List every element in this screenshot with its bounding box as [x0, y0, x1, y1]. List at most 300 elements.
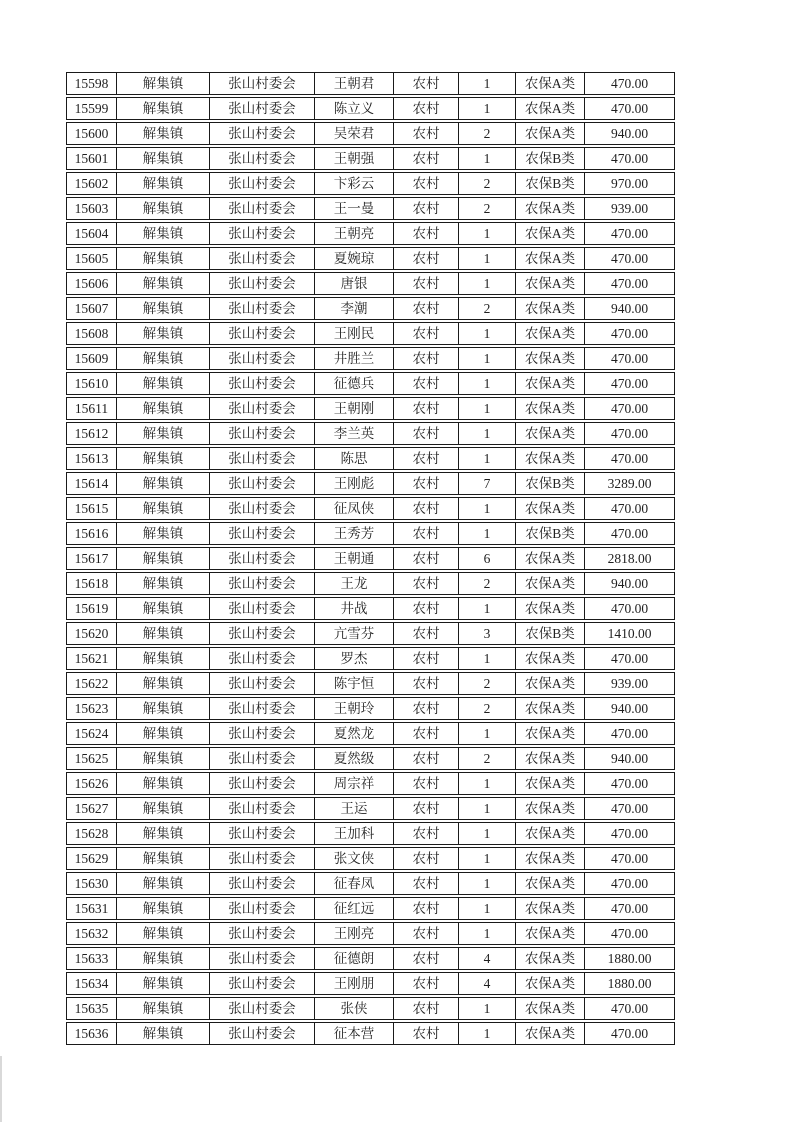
cell-village-committee: 张山村委会	[210, 898, 315, 919]
table-row	[66, 272, 675, 295]
cell-residence-type: 农村	[394, 98, 459, 119]
cell-residence-type: 农村	[394, 623, 459, 644]
cell-town: 解集镇	[117, 973, 210, 994]
cell-village-committee: 张山村委会	[210, 423, 315, 444]
cell-village-committee: 张山村委会	[210, 798, 315, 819]
cell-residence-type: 农村	[394, 723, 459, 744]
cell-insurance-category: 农保B类	[516, 523, 585, 544]
cell-town: 解集镇	[117, 273, 210, 294]
cell-serial-number: 15618	[67, 573, 117, 594]
cell-town: 解集镇	[117, 373, 210, 394]
cell-amount: 940.00	[610, 701, 649, 716]
cell-serial-number: 15613	[67, 448, 117, 469]
cell-residence-type: 农村	[394, 798, 459, 819]
table-row	[66, 122, 675, 145]
cell-person-count: 1	[459, 423, 516, 444]
cell-person-name: 王朝玲	[315, 698, 394, 719]
cell-person-count: 1	[459, 873, 516, 894]
cell-person-count: 2	[459, 123, 516, 144]
cell-residence-type: 农村	[394, 748, 459, 769]
cell-person-count: 1	[459, 373, 516, 394]
cell-residence-type: 农村	[394, 398, 459, 419]
cell-residence-type: 农村	[394, 948, 459, 969]
cell-residence-type: 农村	[394, 348, 459, 369]
cell-person-count: 2	[459, 298, 516, 319]
cell-serial-number: 15636	[67, 1023, 117, 1044]
cell-amount: 470.00	[610, 451, 649, 466]
cell-insurance-category: 农保A类	[516, 923, 585, 944]
cell-serial-number: 15623	[67, 698, 117, 719]
cell-serial-number: 15606	[67, 273, 117, 294]
cell-insurance-category: 农保A类	[516, 423, 585, 444]
cell-person-name: 亢雪芬	[315, 623, 394, 644]
cell-person-name: 吴荣君	[315, 123, 394, 144]
cell-town: 解集镇	[117, 248, 210, 269]
table-row	[66, 1022, 675, 1045]
cell-amount: 470.00	[610, 326, 649, 341]
cell-village-committee: 张山村委会	[210, 498, 315, 519]
records-table	[66, 72, 675, 1047]
cell-town: 解集镇	[117, 673, 210, 694]
cell-person-name: 王运	[315, 798, 394, 819]
cell-amount: 470.00	[610, 226, 649, 241]
cell-amount: 470.00	[610, 801, 649, 816]
cell-amount: 1410.00	[607, 626, 652, 641]
cell-person-count: 2	[459, 698, 516, 719]
cell-person-name: 张文侠	[315, 848, 394, 869]
cell-residence-type: 农村	[394, 873, 459, 894]
cell-town: 解集镇	[117, 423, 210, 444]
cell-residence-type: 农村	[394, 248, 459, 269]
cell-amount: 470.00	[610, 426, 649, 441]
cell-village-committee: 张山村委会	[210, 648, 315, 669]
cell-person-name: 征春凤	[315, 873, 394, 894]
cell-residence-type: 农村	[394, 823, 459, 844]
cell-residence-type: 农村	[394, 373, 459, 394]
cell-insurance-category: 农保A类	[516, 598, 585, 619]
cell-person-name: 王朝通	[315, 548, 394, 569]
cell-insurance-category: 农保A类	[516, 223, 585, 244]
cell-town: 解集镇	[117, 573, 210, 594]
cell-insurance-category: 农保B类	[516, 148, 585, 169]
cell-serial-number: 15610	[67, 373, 117, 394]
cell-insurance-category: 农保A类	[516, 698, 585, 719]
cell-village-committee: 张山村委会	[210, 223, 315, 244]
cell-village-committee: 张山村委会	[210, 1023, 315, 1044]
cell-town: 解集镇	[117, 648, 210, 669]
cell-amount: 939.00	[610, 201, 649, 216]
cell-town: 解集镇	[117, 898, 210, 919]
table-row	[66, 947, 675, 970]
cell-person-count: 1	[459, 498, 516, 519]
cell-village-committee: 张山村委会	[210, 623, 315, 644]
cell-amount: 970.00	[610, 176, 649, 191]
cell-amount: 470.00	[610, 1001, 649, 1016]
cell-serial-number: 15612	[67, 423, 117, 444]
cell-village-committee: 张山村委会	[210, 998, 315, 1019]
cell-town: 解集镇	[117, 523, 210, 544]
table-row	[66, 247, 675, 270]
cell-town: 解集镇	[117, 548, 210, 569]
cell-village-committee: 张山村委会	[210, 348, 315, 369]
cell-village-committee: 张山村委会	[210, 723, 315, 744]
cell-person-name: 王刚朋	[315, 973, 394, 994]
cell-insurance-category: 农保A类	[516, 673, 585, 694]
cell-person-count: 1	[459, 773, 516, 794]
cell-person-name: 井战	[315, 598, 394, 619]
cell-amount: 470.00	[610, 901, 649, 916]
cell-insurance-category: 农保A类	[516, 998, 585, 1019]
cell-person-count: 1	[459, 348, 516, 369]
table-row	[66, 497, 675, 520]
cell-village-committee: 张山村委会	[210, 923, 315, 944]
cell-amount: 940.00	[610, 751, 649, 766]
cell-serial-number: 15602	[67, 173, 117, 194]
cell-person-name: 陈思	[315, 448, 394, 469]
table-row	[66, 897, 675, 920]
cell-person-count: 2	[459, 198, 516, 219]
cell-residence-type: 农村	[394, 648, 459, 669]
cell-person-count: 1	[459, 798, 516, 819]
cell-town: 解集镇	[117, 323, 210, 344]
cell-village-committee: 张山村委会	[210, 273, 315, 294]
cell-town: 解集镇	[117, 623, 210, 644]
cell-person-count: 1	[459, 273, 516, 294]
cell-amount: 470.00	[610, 401, 649, 416]
cell-serial-number: 15625	[67, 748, 117, 769]
cell-village-committee: 张山村委会	[210, 748, 315, 769]
cell-person-count: 2	[459, 573, 516, 594]
cell-residence-type: 农村	[394, 923, 459, 944]
cell-insurance-category: 农保A类	[516, 798, 585, 819]
cell-person-count: 2	[459, 173, 516, 194]
cell-person-count: 1	[459, 998, 516, 1019]
cell-insurance-category: 农保A类	[516, 573, 585, 594]
cell-serial-number: 15600	[67, 123, 117, 144]
cell-residence-type: 农村	[394, 998, 459, 1019]
cell-serial-number: 15634	[67, 973, 117, 994]
table-row	[66, 522, 675, 545]
cell-insurance-category: 农保A类	[516, 98, 585, 119]
table-row	[66, 97, 675, 120]
cell-amount: 470.00	[610, 376, 649, 391]
cell-serial-number: 15622	[67, 673, 117, 694]
cell-residence-type: 农村	[394, 973, 459, 994]
cell-person-name: 王朝强	[315, 148, 394, 169]
cell-amount: 470.00	[610, 251, 649, 266]
cell-town: 解集镇	[117, 873, 210, 894]
cell-person-count: 7	[459, 473, 516, 494]
cell-person-name: 王龙	[315, 573, 394, 594]
cell-insurance-category: 农保A类	[516, 323, 585, 344]
cell-amount: 470.00	[610, 876, 649, 891]
cell-person-name: 唐银	[315, 273, 394, 294]
cell-amount: 470.00	[610, 826, 649, 841]
table-row	[66, 147, 675, 170]
cell-person-name: 井胜兰	[315, 348, 394, 369]
cell-amount: 470.00	[610, 726, 649, 741]
cell-person-name: 征凤侠	[315, 498, 394, 519]
cell-insurance-category: 农保B类	[516, 173, 585, 194]
cell-insurance-category: 农保A类	[516, 498, 585, 519]
table-row	[66, 72, 675, 95]
cell-town: 解集镇	[117, 923, 210, 944]
cell-person-name: 征德兵	[315, 373, 394, 394]
cell-village-committee: 张山村委会	[210, 823, 315, 844]
cell-insurance-category: 农保A类	[516, 548, 585, 569]
cell-village-committee: 张山村委会	[210, 123, 315, 144]
cell-residence-type: 农村	[394, 498, 459, 519]
cell-residence-type: 农村	[394, 448, 459, 469]
cell-insurance-category: 农保A类	[516, 248, 585, 269]
cell-person-count: 2	[459, 673, 516, 694]
cell-residence-type: 农村	[394, 698, 459, 719]
cell-village-committee: 张山村委会	[210, 323, 315, 344]
cell-serial-number: 15607	[67, 298, 117, 319]
cell-insurance-category: 农保B类	[516, 623, 585, 644]
cell-amount: 470.00	[610, 101, 649, 116]
cell-serial-number: 15627	[67, 798, 117, 819]
cell-residence-type: 农村	[394, 323, 459, 344]
cell-town: 解集镇	[117, 398, 210, 419]
cell-person-name: 王刚彪	[315, 473, 394, 494]
cell-residence-type: 农村	[394, 73, 459, 94]
table-row	[66, 747, 675, 770]
cell-village-committee: 张山村委会	[210, 548, 315, 569]
cell-village-committee: 张山村委会	[210, 298, 315, 319]
cell-insurance-category: 农保A类	[516, 723, 585, 744]
cell-person-count: 1	[459, 848, 516, 869]
cell-serial-number: 15601	[67, 148, 117, 169]
cell-residence-type: 农村	[394, 573, 459, 594]
cell-residence-type: 农村	[394, 898, 459, 919]
cell-serial-number: 15628	[67, 823, 117, 844]
cell-serial-number: 15599	[67, 98, 117, 119]
cell-amount: 470.00	[610, 501, 649, 516]
cell-person-count: 1	[459, 1023, 516, 1044]
cell-person-name: 王刚亮	[315, 923, 394, 944]
cell-person-name: 征本营	[315, 1023, 394, 1044]
table-row	[66, 722, 675, 745]
table-row	[66, 347, 675, 370]
cell-town: 解集镇	[117, 348, 210, 369]
cell-residence-type: 农村	[394, 548, 459, 569]
cell-village-committee: 张山村委会	[210, 248, 315, 269]
cell-amount: 470.00	[610, 851, 649, 866]
cell-residence-type: 农村	[394, 848, 459, 869]
cell-person-name: 李潮	[315, 298, 394, 319]
table-row	[66, 422, 675, 445]
cell-person-name: 夏然级	[315, 748, 394, 769]
cell-town: 解集镇	[117, 448, 210, 469]
table-row	[66, 822, 675, 845]
cell-insurance-category: 农保A类	[516, 373, 585, 394]
cell-amount: 940.00	[610, 576, 649, 591]
cell-insurance-category: 农保A类	[516, 1023, 585, 1044]
cell-serial-number: 15633	[67, 948, 117, 969]
cell-insurance-category: 农保A类	[516, 73, 585, 94]
cell-residence-type: 农村	[394, 773, 459, 794]
table-row	[66, 872, 675, 895]
cell-serial-number: 15632	[67, 923, 117, 944]
cell-insurance-category: 农保A类	[516, 198, 585, 219]
cell-person-name: 张侠	[315, 998, 394, 1019]
cell-person-name: 夏婉琼	[315, 248, 394, 269]
cell-serial-number: 15624	[67, 723, 117, 744]
cell-serial-number: 15631	[67, 898, 117, 919]
table-row	[66, 222, 675, 245]
cell-insurance-category: 农保A类	[516, 398, 585, 419]
cell-amount: 940.00	[610, 126, 649, 141]
cell-amount: 470.00	[610, 526, 649, 541]
cell-serial-number: 15620	[67, 623, 117, 644]
cell-person-name: 王朝君	[315, 73, 394, 94]
cell-insurance-category: 农保A类	[516, 773, 585, 794]
cell-residence-type: 农村	[394, 198, 459, 219]
cell-town: 解集镇	[117, 798, 210, 819]
cell-serial-number: 15626	[67, 773, 117, 794]
cell-amount: 470.00	[610, 151, 649, 166]
cell-serial-number: 15604	[67, 223, 117, 244]
table-row	[66, 647, 675, 670]
cell-person-count: 1	[459, 598, 516, 619]
cell-village-committee: 张山村委会	[210, 148, 315, 169]
table-row	[66, 472, 675, 495]
cell-village-committee: 张山村委会	[210, 673, 315, 694]
cell-village-committee: 张山村委会	[210, 523, 315, 544]
cell-person-count: 1	[459, 523, 516, 544]
cell-amount: 1880.00	[607, 951, 652, 966]
cell-serial-number: 15619	[67, 598, 117, 619]
cell-person-count: 1	[459, 323, 516, 344]
cell-town: 解集镇	[117, 998, 210, 1019]
cell-person-name: 王一曼	[315, 198, 394, 219]
cell-person-count: 1	[459, 248, 516, 269]
cell-person-name: 陈立义	[315, 98, 394, 119]
table-row	[66, 322, 675, 345]
table-row	[66, 297, 675, 320]
cell-town: 解集镇	[117, 1023, 210, 1044]
cell-village-committee: 张山村委会	[210, 198, 315, 219]
cell-town: 解集镇	[117, 98, 210, 119]
cell-person-name: 陈宇恒	[315, 673, 394, 694]
cell-town: 解集镇	[117, 848, 210, 869]
table-row	[66, 397, 675, 420]
cell-person-count: 1	[459, 223, 516, 244]
cell-amount: 470.00	[610, 926, 649, 941]
table-row	[66, 672, 675, 695]
cell-town: 解集镇	[117, 598, 210, 619]
cell-amount: 470.00	[610, 76, 649, 91]
cell-village-committee: 张山村委会	[210, 698, 315, 719]
cell-village-committee: 张山村委会	[210, 173, 315, 194]
cell-village-committee: 张山村委会	[210, 473, 315, 494]
cell-person-name: 王朝亮	[315, 223, 394, 244]
cell-town: 解集镇	[117, 473, 210, 494]
cell-residence-type: 农村	[394, 223, 459, 244]
cell-serial-number: 15630	[67, 873, 117, 894]
table-row	[66, 197, 675, 220]
cell-residence-type: 农村	[394, 673, 459, 694]
table-row	[66, 972, 675, 995]
table-row	[66, 547, 675, 570]
cell-serial-number: 15635	[67, 998, 117, 1019]
cell-insurance-category: 农保A类	[516, 748, 585, 769]
cell-amount: 470.00	[610, 351, 649, 366]
cell-insurance-category: 农保A类	[516, 848, 585, 869]
cell-person-count: 2	[459, 748, 516, 769]
table-row	[66, 922, 675, 945]
cell-person-count: 3	[459, 623, 516, 644]
cell-town: 解集镇	[117, 198, 210, 219]
cell-person-count: 1	[459, 398, 516, 419]
cell-residence-type: 农村	[394, 423, 459, 444]
cell-serial-number: 15621	[67, 648, 117, 669]
cell-amount: 940.00	[610, 301, 649, 316]
cell-town: 解集镇	[117, 773, 210, 794]
cell-serial-number: 15614	[67, 473, 117, 494]
cell-town: 解集镇	[117, 173, 210, 194]
cell-serial-number: 15629	[67, 848, 117, 869]
cell-village-committee: 张山村委会	[210, 98, 315, 119]
table-row	[66, 772, 675, 795]
table-row	[66, 372, 675, 395]
cell-village-committee: 张山村委会	[210, 73, 315, 94]
cell-residence-type: 农村	[394, 473, 459, 494]
cell-village-committee: 张山村委会	[210, 598, 315, 619]
cell-person-name: 王秀芳	[315, 523, 394, 544]
cell-insurance-category: 农保A类	[516, 123, 585, 144]
cell-town: 解集镇	[117, 948, 210, 969]
cell-town: 解集镇	[117, 748, 210, 769]
cell-person-count: 1	[459, 148, 516, 169]
cell-person-count: 1	[459, 823, 516, 844]
cell-person-name: 罗杰	[315, 648, 394, 669]
cell-insurance-category: 农保A类	[516, 873, 585, 894]
cell-person-name: 征德朗	[315, 948, 394, 969]
cell-amount: 470.00	[610, 776, 649, 791]
cell-insurance-category: 农保A类	[516, 648, 585, 669]
cell-insurance-category: 农保A类	[516, 298, 585, 319]
cell-serial-number: 15609	[67, 348, 117, 369]
cell-person-count: 1	[459, 723, 516, 744]
cell-residence-type: 农村	[394, 1023, 459, 1044]
cell-village-committee: 张山村委会	[210, 573, 315, 594]
cell-person-name: 王加科	[315, 823, 394, 844]
cell-person-count: 1	[459, 923, 516, 944]
cell-town: 解集镇	[117, 823, 210, 844]
cell-serial-number: 15608	[67, 323, 117, 344]
cell-insurance-category: 农保A类	[516, 973, 585, 994]
cell-person-name: 周宗祥	[315, 773, 394, 794]
cell-residence-type: 农村	[394, 173, 459, 194]
cell-amount: 470.00	[610, 276, 649, 291]
cell-insurance-category: 农保A类	[516, 898, 585, 919]
cell-town: 解集镇	[117, 148, 210, 169]
cell-insurance-category: 农保A类	[516, 948, 585, 969]
cell-person-count: 1	[459, 98, 516, 119]
table-row	[66, 847, 675, 870]
cell-town: 解集镇	[117, 698, 210, 719]
cell-town: 解集镇	[117, 73, 210, 94]
cell-amount: 3289.00	[607, 476, 652, 491]
cell-village-committee: 张山村委会	[210, 448, 315, 469]
table-row	[66, 172, 675, 195]
cell-person-count: 1	[459, 648, 516, 669]
table-row	[66, 622, 675, 645]
cell-town: 解集镇	[117, 723, 210, 744]
page-edge-artifact	[0, 1056, 2, 1122]
